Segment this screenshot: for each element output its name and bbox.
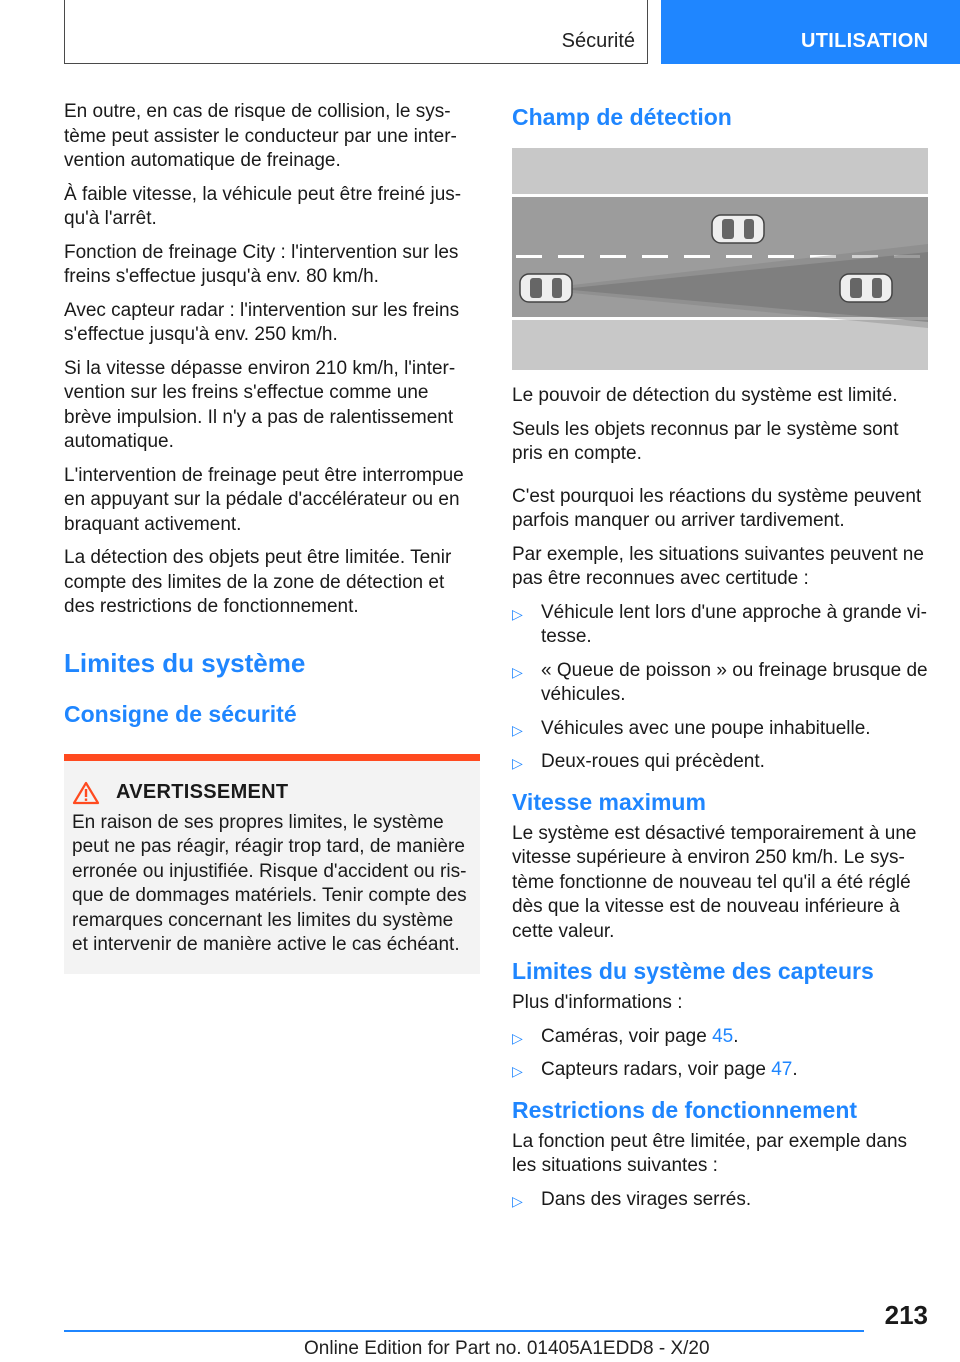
triangle-bullet-icon: ▷ <box>512 605 523 622</box>
paragraph: À faible vitesse, la véhicule peut être freiné jus-qu'à l'arrêt. <box>64 183 462 229</box>
warning-box <box>64 754 480 974</box>
list-item: ▷ Deux-roues qui précèdent. <box>512 750 928 775</box>
heading-safety: Consigne de sécurité <box>64 700 297 727</box>
paragraph: Avec capteur radar : l'intervention sur les freins s'effectue jusqu'à env. 250 km/h. <box>64 299 460 345</box>
page-link[interactable]: 47 <box>771 1059 793 1080</box>
paragraph: Par exemple, les situations suivantes peuvent ne pas être reconnues avec certitude : <box>512 543 924 589</box>
list-item: ▷ Véhicule lent lors d'une approche à grande vi-tesse. <box>512 601 927 647</box>
triangle-bullet-icon: ▷ <box>512 721 523 738</box>
paragraph: Seuls les objets reconnus par le système sont pris en compte. <box>512 418 899 464</box>
header-chapter-tab <box>661 0 960 64</box>
paragraph: Si la vitesse dépasse environ 210 km/h, l'inter-vention sur les freins s'effectue comme une brève impulsion. Il n'y a pas de ralentissement automatique. <box>64 357 456 452</box>
paragraph: La détection des objets peut être limitée. Tenir compte des limites de la zone de détection et des restrictions de fonctionnement. <box>64 547 452 617</box>
page-number: 213 <box>884 1300 928 1330</box>
header-chapter-title: UTILISATION <box>801 30 929 52</box>
paragraph: C'est pourquoi les réactions du système peuvent parfois manquer ou arriver tardivement. <box>512 485 922 531</box>
detection-field-illustration <box>512 148 928 370</box>
heading-detection: Champ de détection <box>512 104 732 130</box>
triangle-bullet-icon: ▷ <box>512 755 523 771</box>
page-link[interactable]: 45 <box>712 1025 734 1047</box>
heading-restrictions: Restrictions de fonctionnement <box>512 1096 858 1123</box>
paragraph: Le pouvoir de détection du système est limité. <box>512 385 898 406</box>
heading-speed: Vitesse maximum <box>512 788 706 815</box>
footer-edition: Online Edition for Part no. 01405A1EDD8 - X/20 <box>304 1338 710 1359</box>
paragraph: Plus d'informations : <box>512 992 683 1013</box>
list-item: ▷ Dans des virages serrés. <box>512 1188 928 1213</box>
warning-title: AVERTISSEMENT <box>116 781 289 803</box>
list-item: ▷ Capteurs radars, voir page 47. <box>512 1058 928 1083</box>
triangle-bullet-icon: ▷ <box>512 1029 523 1046</box>
footer-divider <box>64 1330 864 1332</box>
warning-text: En raison de ses propres limites, le système peut ne pas réagir, réagir trop tard, de manière erronée ou injustifiée. Risque d'accident ou ris-que de dommages matériels. Tenir compte des remarques concernant les limites du système et intervenir de manière active le cas échéant. <box>72 811 467 955</box>
restrictions-list <box>512 1188 928 1213</box>
header-section-title: Sécurité <box>561 30 635 52</box>
left-column <box>64 100 480 974</box>
detection-list <box>512 601 928 775</box>
right-column <box>512 100 928 1221</box>
list-item: ▷ « Queue de poisson » ou freinage brusque de véhicules. <box>512 659 928 705</box>
list-item: ▷ Caméras, voir page 45. <box>512 1025 928 1050</box>
warning-triangle-icon <box>72 781 100 805</box>
paragraph: En outre, en cas de risque de collision, le sys-tème peut assister le conducteur par une inter-vention automatique de freinage. <box>64 101 457 171</box>
paragraph: Fonction de freinage City : l'intervention sur les freins s'effectue jusqu'à env. 80 km/h. <box>64 241 459 287</box>
heading-limits: Limites du système <box>64 647 306 678</box>
heading-sensors: Limites du système des capteurs <box>512 958 874 984</box>
paragraph: L'intervention de freinage peut être interrompue en appuyant sur la pédale d'accélérateur ou en braquant activement. <box>64 464 464 535</box>
road-diagram <box>512 148 928 370</box>
warning-header <box>72 781 472 805</box>
paragraph: Le système est désactivé temporairement à une vitesse supérieure à environ 250 km/h. Le sys-tème fonctionne de nouveau tel qu'il a été réglé dès que la vitesse est de nouveau inférieure à cette valeur. <box>512 822 917 942</box>
triangle-bullet-icon: ▷ <box>512 663 523 680</box>
triangle-bullet-icon: ▷ <box>512 1063 523 1079</box>
header-section-box <box>64 0 648 64</box>
paragraph: La fonction peut être limitée, par exemple dans les situations suivantes : <box>512 1130 908 1176</box>
sensors-list <box>512 1025 928 1083</box>
list-item: ▷ Véhicules avec une poupe inhabituelle. <box>512 717 928 742</box>
triangle-bullet-icon: ▷ <box>512 1192 523 1209</box>
